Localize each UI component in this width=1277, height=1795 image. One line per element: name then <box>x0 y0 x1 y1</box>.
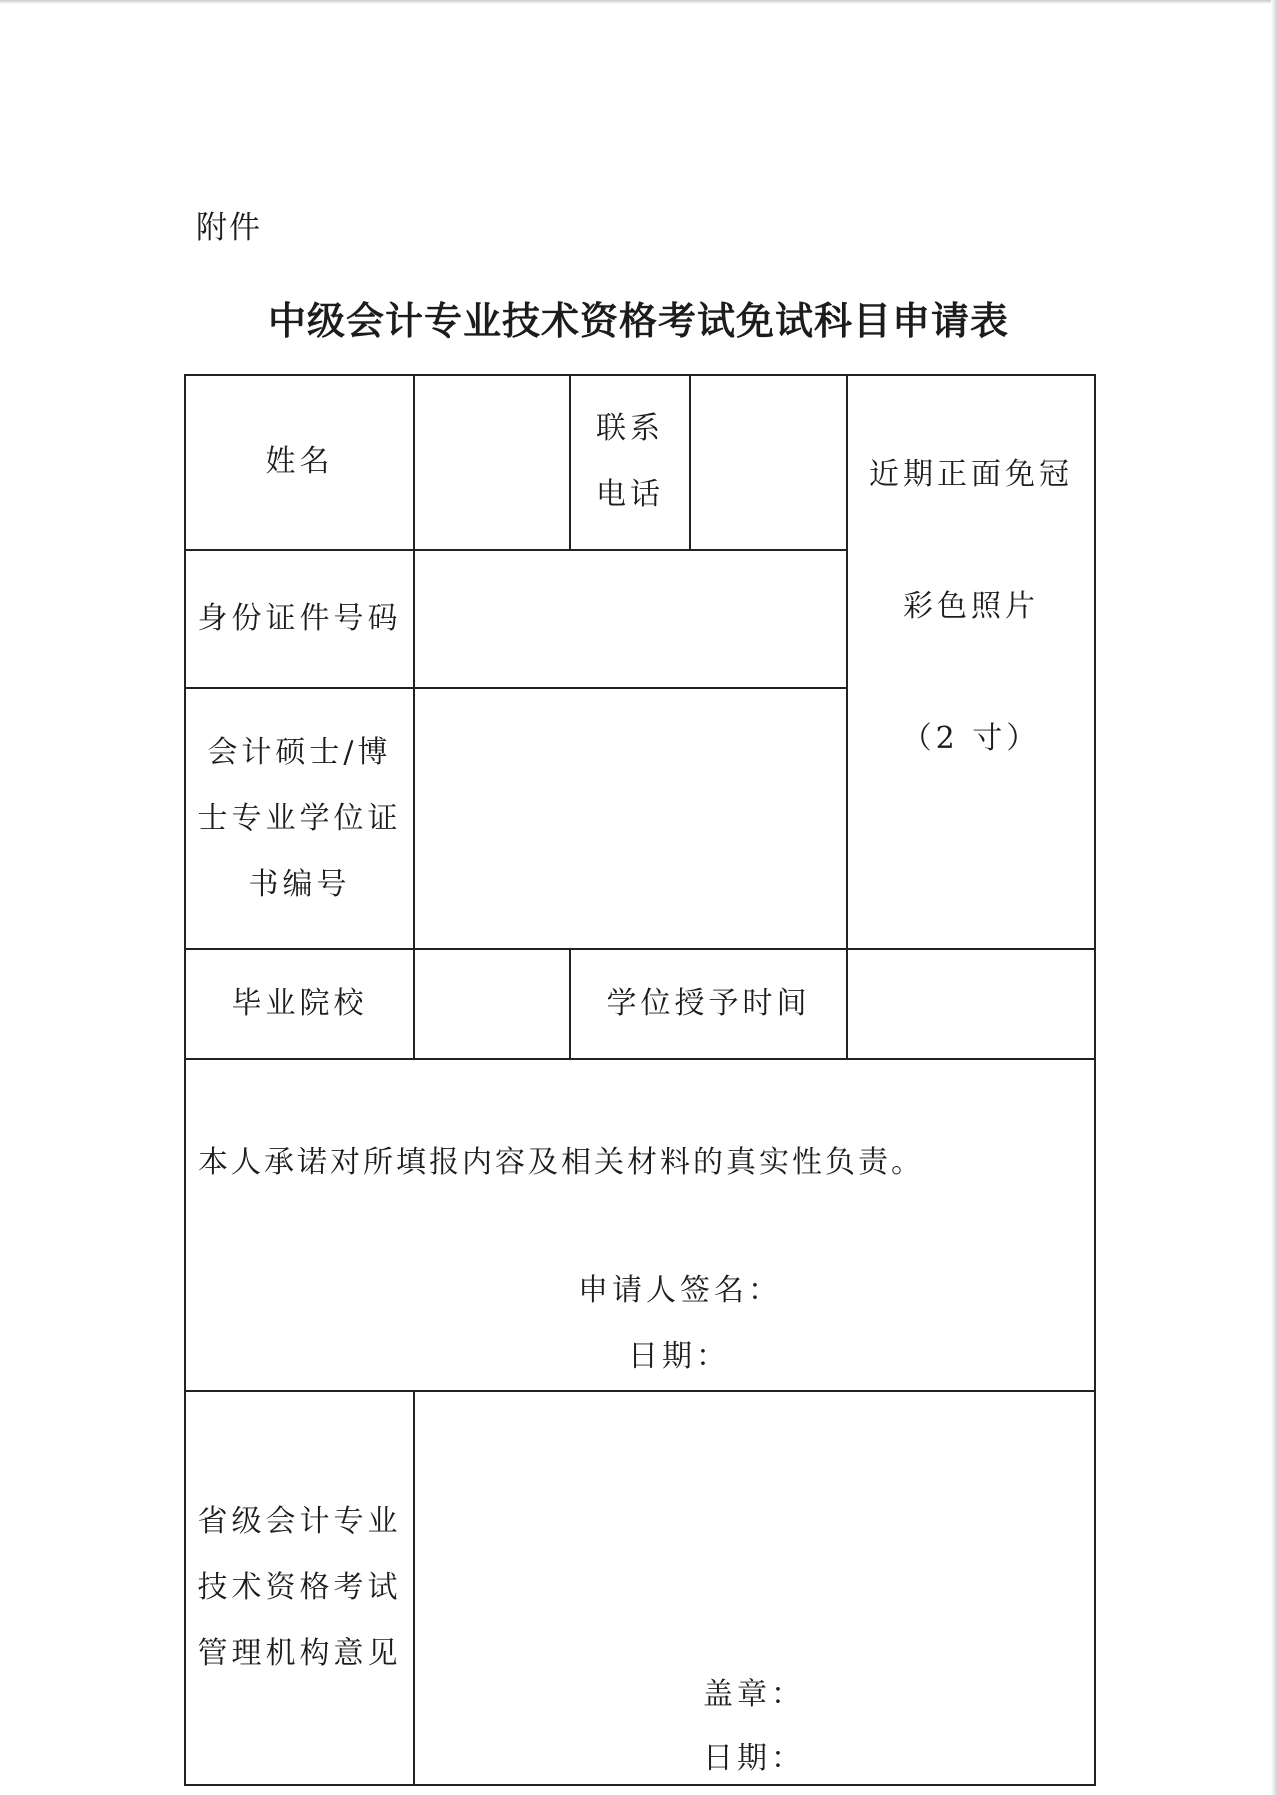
authority-label-line2: 技术资格考试 <box>197 1570 402 1605</box>
row-school-degree-date <box>185 949 1095 1059</box>
name-label: 姓名 <box>185 375 414 550</box>
phone-field[interactable] <box>690 375 847 550</box>
photo-label-line2: 彩色照片 <box>903 589 1039 624</box>
degree-cert-field[interactable] <box>414 688 847 949</box>
seal-label: 盖章： <box>703 1677 805 1712</box>
degree-date-label: 学位授予时间 <box>570 949 847 1059</box>
applicant-date-label: 日期： <box>628 1339 730 1374</box>
authority-label-line1: 省级会计专业 <box>197 1504 402 1539</box>
row-pledge <box>185 1059 1095 1391</box>
row-name-phone <box>185 375 1095 550</box>
degree-cert-label-line3: 书编号 <box>248 866 351 902</box>
name-field[interactable] <box>414 375 570 550</box>
photo-area[interactable] <box>847 375 1095 949</box>
application-form-table <box>184 374 1096 1786</box>
scan-edge-right <box>1271 0 1277 1795</box>
authority-opinion-field[interactable] <box>414 1391 1095 1785</box>
photo-label-line1: 近期正面免冠 <box>869 457 1073 492</box>
authority-label <box>185 1391 414 1785</box>
photo-label-line3: （2 寸） <box>901 721 1041 756</box>
phone-label <box>570 375 690 550</box>
row-authority-opinion <box>185 1391 1095 1785</box>
degree-cert-label-line2: 士专业学位证 <box>197 800 402 836</box>
document-title: 中级会计专业技术资格考试免试科目申请表 <box>267 298 1009 343</box>
pledge-text: 本人承诺对所填报内容及相关材料的真实性负责。 <box>198 1145 924 1180</box>
attachment-label: 附件 <box>196 210 262 246</box>
authority-label-line3: 管理机构意见 <box>197 1636 402 1671</box>
degree-date-field[interactable] <box>847 949 1095 1059</box>
school-label: 毕业院校 <box>185 949 414 1059</box>
degree-cert-label <box>185 688 414 949</box>
degree-cert-label-line1: 会计硕士/博 <box>207 734 392 770</box>
id-number-field[interactable] <box>414 550 847 688</box>
id-number-label: 身份证件号码 <box>185 550 414 688</box>
authority-date-label: 日期： <box>703 1741 805 1776</box>
applicant-signature-label: 申请人签名： <box>578 1273 782 1308</box>
school-field[interactable] <box>414 949 570 1059</box>
phone-label-line2: 电话 <box>596 477 664 513</box>
phone-label-line1: 联系 <box>596 411 664 447</box>
scan-edge-top <box>0 0 1277 4</box>
pledge-cell[interactable] <box>185 1059 1095 1391</box>
